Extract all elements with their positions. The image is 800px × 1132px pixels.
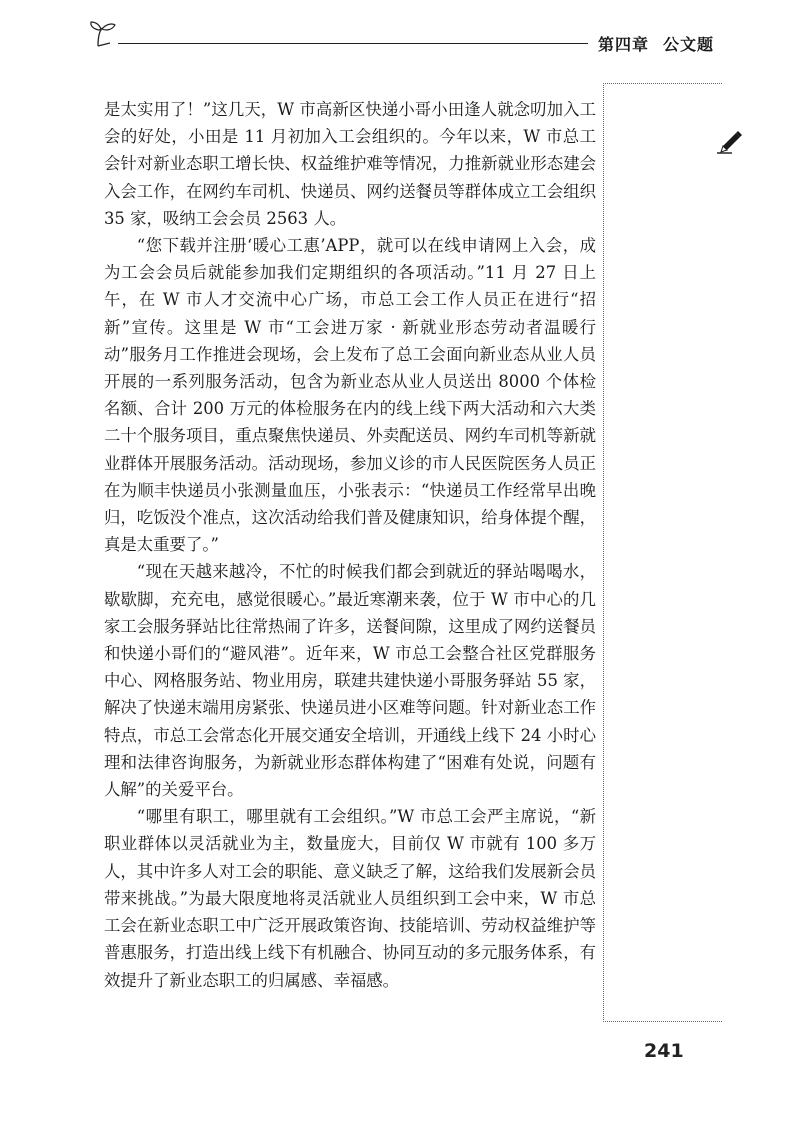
article-body xyxy=(104,96,596,994)
paragraph-3: “现在天越来越冷，不忙的时候我们都会到就近的驿站喝喝水，歇歇脚，充充电，感觉很暖心。”最近寒潮来袭，位于 W 市中心的几家工会服务驿站比往常热闹了许多，送餐间隙，这里成了网约送餐员和快递小哥们的“避风港”。近年来，W 市总工会整合社区党群服务中心、网格服务站、物业用房，联建共建快递小哥服务驿站 55 家，解决了快递末端用房紧张、快递员进小区难等问题。针对新业态工作特点，市总工会常态化开展交通安全培训，开通线上线下 24 小时心理和法律咨询服务，为新就业形态群体构建了“困难有处说，问题有人解”的关爱平台。 xyxy=(104,562,596,800)
chapter-number: 第四章 xyxy=(598,35,650,54)
header-rule xyxy=(118,43,588,44)
page-number: 241 xyxy=(644,1040,684,1062)
chapter-title: 公文题 xyxy=(663,35,715,54)
notes-margin-box xyxy=(603,83,722,1022)
pencil-icon xyxy=(714,125,744,155)
paragraph-1: 是太实用了！”这几天，W 市高新区快递小哥小田逢人就念叨加入工会的好处，小田是 11 月初加入工会组织的。今年以来，W 市总工会针对新业态职工增长快、权益维护难等情况，力推新就业形态建会入会工作，在网约车司机、快递员、网约送餐员等群体成立工会组织 35 家，吸纳工会会员 2563 人。 xyxy=(104,100,596,228)
running-header xyxy=(0,0,800,70)
sprout-icon xyxy=(88,20,124,50)
paragraph-2: “您下载并注册‘暖心工惠’APP，就可以在线申请网上入会，成为工会会员后就能参加我们定期组织的各项活动。”11 月 27 日上午，在 W 市人才交流中心广场，市总工会工作人员正在进行“招新”宣传。这里是 W 市“工会进万家 · 新就业形态劳动者温暖行动”服务月工作推进会现场，会上发布了总工会面向新业态从业人员开展的一系列服务活动，包含为新业态从业人员送出 8000 个体检名额、合计 200 万元的体检服务在内的线上线下两大活动和六大类二十个服务项目，重点聚焦快递员、外卖配送员、网约车司机等新就业群体开展服务活动。活动现场，参加义诊的市人民医院医务人员正在为顺丰快递员小张测量血压，小张表示：“快递员工作经常早出晚归，吃饭没个准点，这次活动给我们普及健康知识，给身体提个醒，真是太重要了。” xyxy=(104,236,596,555)
paragraph-4: “哪里有职工，哪里就有工会组织。”W 市总工会严主席说，“新职业群体以灵活就业为主，数量庞大，目前仅 W 市就有 100 多万人，其中许多人对工会的职能、意义缺乏了解，这给我们发展新会员带来挑战。”为最大限度地将灵活就业人员组织到工会中来，W 市总工会在新业态职工中广泛开展政策咨询、技能培训、劳动权益维护等普惠服务，打造出线上线下有机融合、协同互动的多元服务体系，有效提升了新业态职工的归属感、幸福感。 xyxy=(104,807,596,990)
chapter-heading xyxy=(598,32,714,55)
